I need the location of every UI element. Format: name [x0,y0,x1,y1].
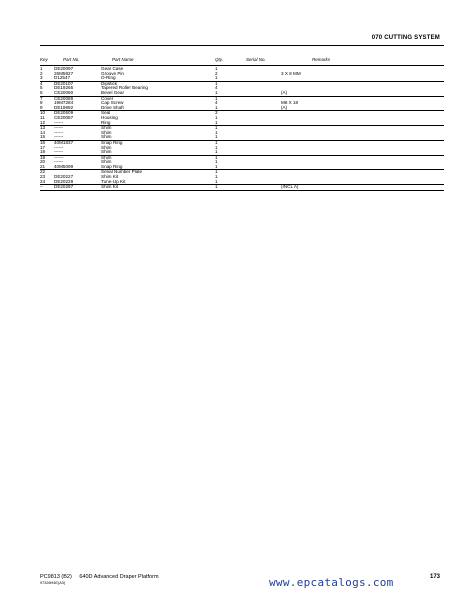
qty-cell: 1 [215,165,281,170]
parts-table-body [40,67,444,190]
part-name-cell: Seal [101,110,111,116]
qty-cell: 4 [215,100,218,106]
part-no-cell: DE20287 [54,185,101,191]
part-no-cell: ------ [54,129,64,135]
part-no-cell: ------ [54,159,64,165]
part-no-cell: DE20228 [54,180,101,185]
key-cell: 8 [40,100,43,106]
qty-cell: 1 [215,129,218,135]
qty-cell: 3 [215,110,218,116]
remarks-cell: (A) [281,91,444,96]
part-name-cell: Shim [101,144,112,150]
qty-cell: 1 [215,150,281,155]
section-title: 070 CUTTING SYSTEM [371,35,440,41]
part-name-cell: Snap Ring [101,165,215,170]
qty-cell: 1 [215,91,281,96]
qty-cell: 1 [215,174,218,180]
col-head-serial-no: Serial No. [246,57,266,62]
part-name-cell: Cover [101,95,114,101]
col-head-key: Key [40,57,48,62]
part-name-cell: Shim Kit [101,174,119,180]
part-no-cell: 40M1837 [54,139,74,145]
part-name-cell: Tapered Roller Bearing [101,85,148,91]
key-cell: 7 [40,95,43,101]
key-cell: 12 [40,121,54,126]
key-cell: 16 [40,139,46,145]
part-name-cell: Bevel Gear [101,91,215,96]
key-cell: 23 [40,174,46,180]
key-cell: -- [40,185,54,191]
footer-doc-id: PC9813 [40,574,60,580]
key-cell: 21 [40,165,54,170]
part-no-cell: DE20227 [54,174,74,180]
footer-doc-info [40,574,159,585]
key-cell: 6 [40,91,54,96]
part-name-cell: Shim [101,159,112,165]
key-cell: 15 [40,135,54,140]
part-name-cell: Snap Ring [101,139,123,145]
col-head-qty: Qty. [215,57,223,62]
part-no-cell: 19M7284 [54,100,74,106]
part-no-cell: ------ [54,125,64,131]
part-name-cell: Shim [101,150,215,155]
key-cell: 22 [40,169,46,175]
remarks-cell: 3 X 8 MM [281,70,301,76]
part-no-cell: DE19265 [54,85,74,91]
part-no-cell: ------ [54,154,64,160]
qty-cell: 1 [215,144,218,150]
qty-cell: 1 [215,114,218,120]
qty-cell: 1 [215,154,218,160]
key-cell: 20 [40,159,46,165]
qty-cell: 1 [215,135,281,140]
watermark-text: www.epcatalogs.com [269,576,394,589]
part-name-cell: Shim Kit [101,185,215,191]
part-no-cell: DE20097 [54,66,74,71]
part-name-cell: Shim [101,129,112,135]
part-no-cell: 40M5099 [54,165,101,170]
qty-cell: 1 [215,66,218,71]
col-head-remarks: Remarks [312,57,331,62]
part-name-cell: Cap Screw [101,100,124,106]
footer-revision: (B2) [61,574,72,580]
qty-cell: 1 [215,125,218,131]
table-row [40,185,444,191]
key-cell: 2 [40,70,43,76]
top-rule [40,45,444,46]
part-no-cell: DE20509 [54,110,74,116]
part-name-cell: Groove Pin [101,70,124,76]
qty-cell: 1 [215,95,218,101]
part-name-cell: Dipstick [101,80,118,86]
remarks-cell: M8 X 18 [281,100,299,106]
part-name-cell: Housing [101,114,118,120]
qty-cell: 1 [215,169,218,175]
qty-cell: 4 [215,85,218,91]
key-cell: 9 [40,106,54,111]
part-no-cell: ------ [54,150,101,155]
key-cell: 18 [40,150,54,155]
part-no-cell: CE20060 [54,91,101,96]
col-head-part-name: Part Name [112,57,134,62]
key-cell: 10 [40,110,46,116]
key-cell: 13 [40,125,46,131]
key-cell: 14 [40,129,46,135]
qty-cell: 1 [215,185,281,191]
part-no-cell: DE20107 [54,80,74,86]
qty-cell: 1 [215,76,281,81]
part-no-cell: CE20087 [54,114,74,120]
qty-cell: 1 [215,121,281,126]
part-name-cell: Ring [101,121,215,126]
part-no-cell: CE20089 [54,95,74,101]
part-name-cell: O-Ring [101,76,215,81]
part-no-cell: ------ [54,135,101,140]
qty-cell: 1 [215,159,218,165]
key-cell: 5 [40,85,43,91]
part-name-cell: Drive Shaft [101,106,215,111]
key-cell: 1 [40,66,43,71]
qty-cell: 1 [215,180,281,185]
parts-table [40,67,444,191]
key-cell: 24 [40,180,54,185]
qty-cell: 2 [215,70,218,76]
qty-cell: 1 [215,106,281,111]
part-no-cell: ------ [54,144,64,150]
page-number: 173 [429,574,440,580]
part-name-cell: Tune-Up Kit [101,180,215,185]
part-name-cell: Shim [101,125,112,131]
part-no-cell: DE19892 [54,106,101,111]
key-cell: 17 [40,144,46,150]
col-head-part-no: Part No. [63,57,80,62]
key-cell: 19 [40,154,46,160]
part-no-cell: D12547 [54,76,101,81]
part-name-cell: Shim [101,135,215,140]
remarks-cell: (A) [281,106,444,111]
footer-model: 640D Advanced Draper Platform [79,574,159,580]
part-name-cell: Gear Case [101,66,124,71]
part-no-cell: 26M5827 [54,70,74,76]
key-cell: 4 [40,80,43,86]
key-cell: 11 [40,114,45,120]
qty-cell: 1 [215,139,218,145]
footer-sub-code: 97326H4E(A3) [40,581,66,585]
key-cell: 3 [40,76,54,81]
part-name-cell: Serial Number Plate [101,169,143,175]
part-no-cell: ------ [54,121,101,126]
part-name-cell: Shim [101,154,112,160]
remarks-cell: (INCL A) [281,185,444,191]
qty-cell: 1 [215,80,218,86]
